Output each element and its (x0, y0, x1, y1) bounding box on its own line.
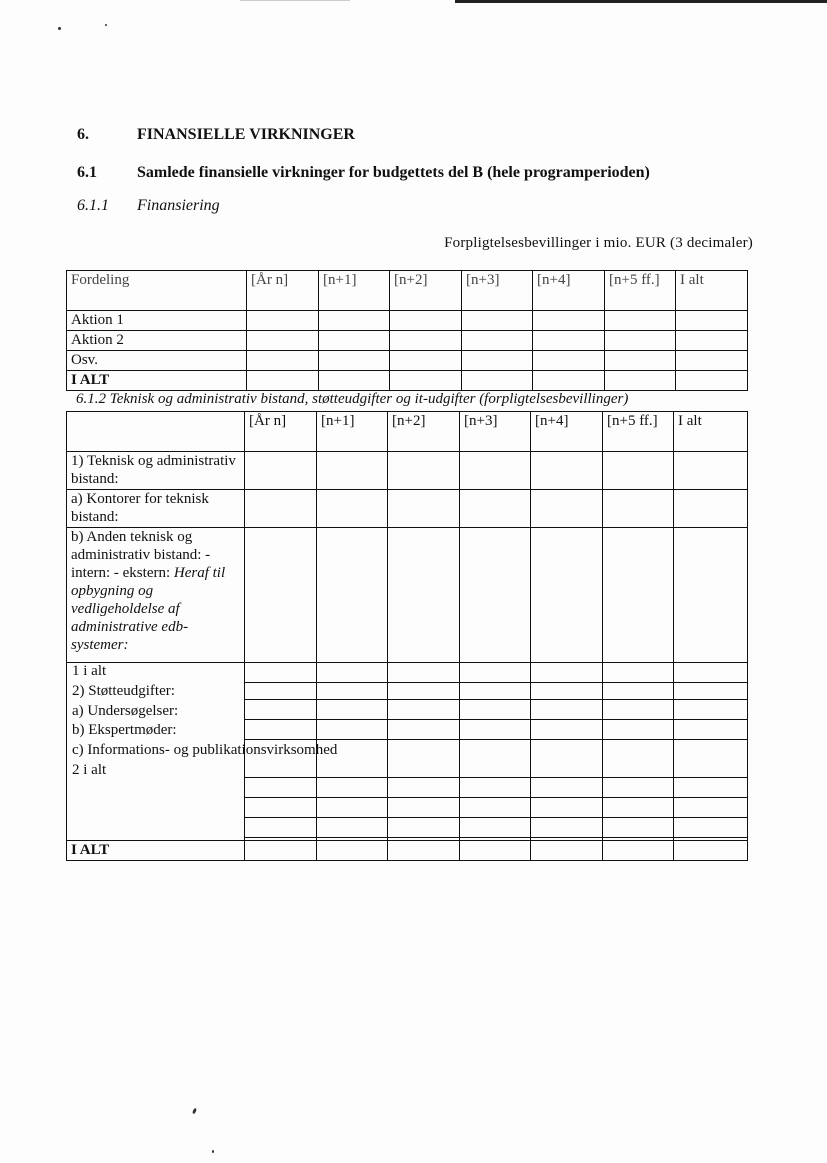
table-row (67, 841, 748, 861)
table-row (67, 371, 748, 391)
stack-line: 2 i alt (72, 761, 107, 778)
scan-speck (58, 27, 61, 30)
stacked-labels (72, 662, 337, 781)
table-row (67, 490, 748, 528)
scan-speck (192, 1108, 197, 1115)
subsubsection-title: Finansiering (137, 197, 220, 214)
header-cell: [År n] (245, 412, 317, 452)
header-cell (67, 412, 245, 452)
header-cell: [n+4] (533, 271, 605, 311)
table-row (67, 452, 748, 490)
stack-line: c) Informations- og publikationsvirksomhed (72, 742, 338, 759)
header-cell: [n+3] (462, 271, 533, 311)
row-label: a) Kontorer for teknisk bistand: (67, 490, 245, 528)
header-cell: [År n] (247, 271, 319, 311)
header-cell: [n+4] (531, 412, 603, 452)
stack-line: b) Ekspertmøder: (72, 722, 177, 739)
header-cell: [n+5 ff.] (605, 271, 676, 311)
row-label: Aktion 2 (67, 331, 247, 351)
subsection-title: Samlede finansielle virkninger for budgettets del B (hele programperioden) (137, 164, 650, 181)
stack-line: a) Undersøgelser: (72, 702, 179, 719)
row-label-total: I ALT (67, 371, 247, 391)
row-label-total: I ALT (67, 841, 245, 861)
row-label (67, 528, 245, 663)
header-cell: I alt (674, 412, 748, 452)
row-label-italic: Heraf til opbygning og vedligeholdelse af administrative edb-systemer: (71, 565, 226, 653)
unit-note: Forpligtelsesbevillinger i mio. EUR (3 decimaler) (444, 235, 753, 251)
table-row (67, 331, 748, 351)
header-cell: [n+1] (319, 271, 390, 311)
scan-edge-line (455, 0, 827, 3)
row-label-plain: b) Anden teknisk og administrativ bistand: - intern: - ekstern: (71, 529, 211, 581)
header-cell: Fordeling (67, 271, 247, 311)
stack-line: 2) Støtteudgifter: (72, 682, 175, 699)
financing-table (66, 270, 748, 391)
section-number: 6. (77, 126, 89, 143)
row-label: Aktion 1 (67, 311, 247, 331)
row-label: Osv. (67, 351, 247, 371)
header-cell: [n+1] (317, 412, 388, 452)
scan-edge-line-faint (240, 0, 350, 1)
header-cell: [n+5 ff.] (603, 412, 674, 452)
header-cell: [n+3] (460, 412, 531, 452)
stack-line: 1 i alt (72, 663, 107, 679)
header-cell: [n+2] (390, 271, 462, 311)
header-cell: [n+2] (388, 412, 460, 452)
table-row (67, 351, 748, 371)
scan-speck (105, 24, 107, 26)
section-title: FINANSIELLE VIRKNINGER (137, 126, 355, 143)
subsubsection-number: 6.1.1 (77, 197, 109, 214)
header-cell: I alt (676, 271, 748, 311)
table2-caption: 6.1.2 Teknisk og administrativ bistand, støtteudgifter og it-udgifter (forpligtelsesbevillinger) (76, 391, 629, 407)
scan-speck (212, 1150, 214, 1153)
assistance-table (66, 411, 748, 861)
table-row (67, 528, 748, 663)
row-label: 1) Teknisk og administrativ bistand: (67, 452, 245, 490)
table-row (67, 311, 748, 331)
subsection-number: 6.1 (77, 164, 97, 181)
